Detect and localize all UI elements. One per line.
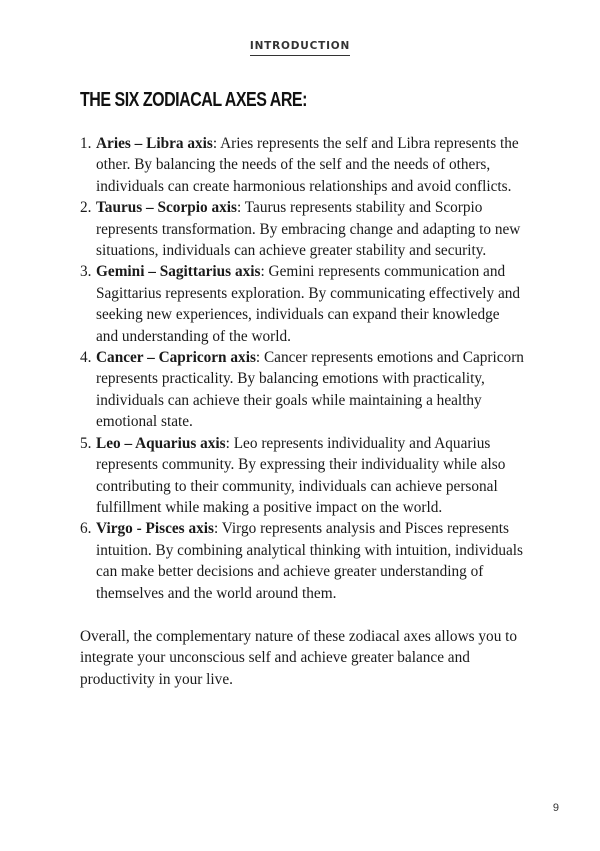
axis-description: : Taurus represents stability and Scorpio represents transformation. By embracing change and adapting to new situations, individuals can achieve greater stability and security. — [96, 199, 521, 260]
axis-title: Virgo - Pisces axis — [96, 520, 214, 538]
axis-number: 2. — [80, 199, 92, 217]
axis-title: Taurus – Scorpio axis — [96, 199, 237, 217]
axis-number: 3. — [80, 263, 92, 281]
axis-description: : Virgo represents analysis and Pisces represents intuition. By combining analytical thinking with intuition, individuals can make better decisions and achieve greater understanding of themselves and the world around them. — [96, 520, 524, 602]
axis-number: 5. — [80, 434, 92, 452]
axis-item-virgo-pisces — [80, 518, 525, 604]
axis-title: Gemini – Sagittarius axis — [96, 263, 261, 281]
axis-item-cancer-capricorn — [80, 347, 525, 433]
axis-description: : Leo represents individuality and Aquarius represents community. By expressing their individuality while also contributing to their community, individuals can achieve personal fulfillment while making a positive impact on the world. — [96, 434, 506, 516]
running-header-text: INTRODUCTION — [250, 40, 350, 56]
axis-description: : Gemini represents communication and Sagittarius represents exploration. By communicating effectively and seeking new experiences, individuals can expand their knowledge and understanding of the world. — [96, 263, 521, 345]
section-heading: THE SIX ZODIACAL AXES ARE: — [80, 89, 307, 111]
axis-number: 1. — [80, 135, 92, 152]
axis-item-leo-aquarius — [80, 433, 525, 519]
axis-item-taurus-scorpio — [80, 197, 525, 261]
running-header — [0, 36, 600, 56]
axis-item-gemini-sagittarius — [80, 261, 525, 347]
conclusion-paragraph: Overall, the complementary nature of these zodiacal axes allows you to integrate your unconscious self and achieve greater balance and productivity in your live. — [80, 627, 518, 688]
axis-description: : Aries represents the self and Libra represents the other. By balancing the needs of the self and the needs of others, individuals can create harmonious relationships and avoid conflicts. — [96, 135, 519, 195]
axis-description: : Cancer represents emotions and Capricorn represents practicality. By balancing emotions with practicality, individuals can achieve their goals while maintaining a healthy emotional state. — [96, 349, 524, 431]
axis-item-aries-libra — [80, 133, 525, 197]
page-number: 9 — [552, 802, 559, 814]
body-text — [80, 133, 525, 690]
axis-title: Aries – Libra axis — [96, 135, 213, 152]
axis-number: 4. — [80, 349, 92, 367]
axis-title: Leo – Aquarius axis — [96, 434, 226, 452]
axis-title: Cancer – Capricorn axis — [96, 349, 256, 367]
axis-number: 6. — [80, 520, 92, 538]
axes-list — [80, 133, 525, 604]
